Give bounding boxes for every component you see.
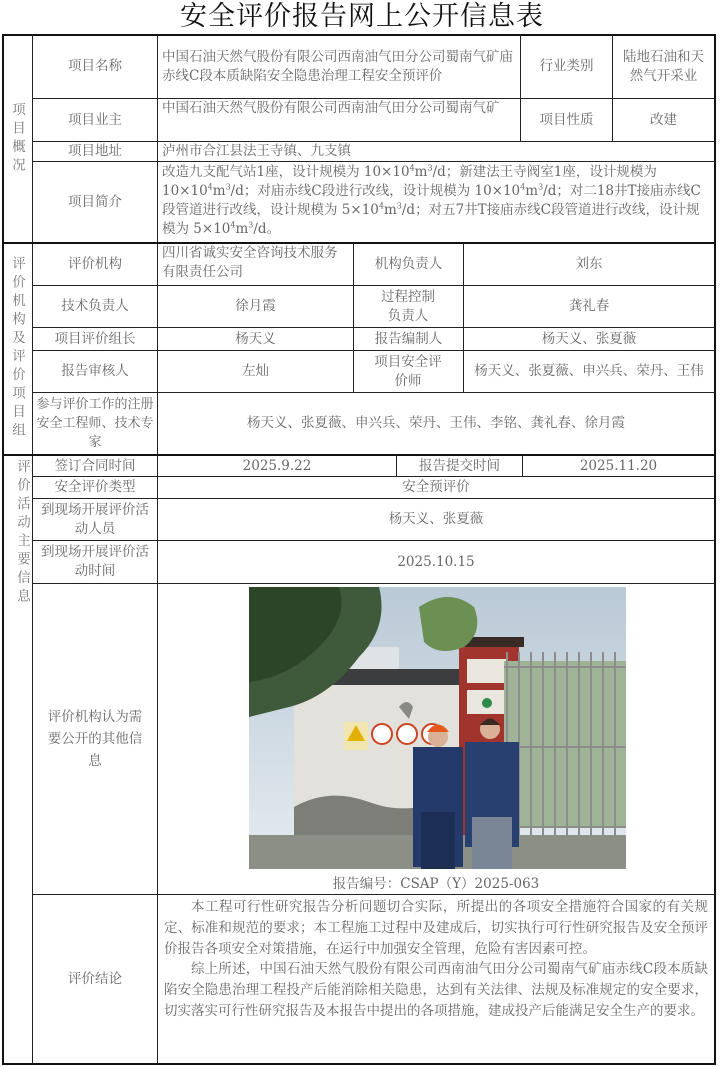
intro-unit-exp: 3 bbox=[427, 163, 433, 173]
agency-value: 四川省诚实安全咨询技术服务有限责任公司 bbox=[162, 245, 338, 280]
intro-text: /d；对五7井T接庙赤线C段管道进行改线，设计规模为 5×10 bbox=[162, 202, 700, 237]
intro-unit: m bbox=[235, 221, 249, 237]
intro-unit: m bbox=[525, 183, 539, 199]
page-title: 安全评价报告网上公开信息表 bbox=[180, 1, 544, 32]
reviewer-label: 报告审核人 bbox=[61, 363, 129, 379]
intro-unit: m bbox=[414, 164, 428, 180]
team-lead-label: 项目评价组长 bbox=[54, 330, 136, 347]
report-number-caption: 报告编号：CSAP（Y）2025-063 bbox=[332, 875, 540, 892]
submit-date-value: 2025.11.20 bbox=[579, 457, 658, 474]
eval-type-value: 安全预评价 bbox=[402, 479, 470, 495]
intro-text: /d；对庙赤线C段进行改线，设计规模为 10×10 bbox=[230, 183, 521, 199]
site-staff-label: 到现场开展评价活动人员 bbox=[41, 501, 149, 537]
process-head-value: 龚礼春 bbox=[568, 298, 610, 314]
experts-value: 杨天义、张夏薇、申兴兵、荣丹、王伟、李铭、龚礼春、徐月霞 bbox=[247, 415, 625, 431]
conclusion-value bbox=[158, 895, 714, 1063]
evaluators-label: 项目安全评价师 bbox=[374, 353, 442, 389]
agency-head-value: 刘东 bbox=[575, 256, 603, 272]
intro-exp: 4 bbox=[207, 182, 213, 192]
conclusion-paragraph-1: 本工程可行性研究报告分析问题切合实际，所提出的各项安全措施符合国家的有关规定、标准和规范的要求；本工程施工过程中及建成后，切实执行可行性研究报告及安全预评价报告各项安全对策措施，在运行中加强安全管理，危险有害因素可控。 bbox=[164, 899, 708, 957]
intro-text: 改造九支配气站1座，设计规模为 10×10 bbox=[162, 164, 410, 180]
other-info-label: 评价机构认为需要公开的其他信息 bbox=[47, 709, 143, 769]
site-date-value: 2025.10.15 bbox=[397, 553, 475, 570]
team-lead-value: 杨天义 bbox=[235, 330, 276, 347]
report-author-value: 杨天义、张夏薇 bbox=[541, 330, 637, 347]
section-org: 评价机构及评价项目组 bbox=[9, 256, 25, 441]
nature-label: 项目性质 bbox=[539, 111, 594, 128]
submit-date-label: 报告提交时间 bbox=[419, 457, 500, 474]
industry-label: 行业类别 bbox=[539, 58, 594, 74]
intro-unit: m bbox=[383, 202, 397, 218]
contract-date-value: 2025.9.22 bbox=[242, 457, 312, 474]
nature-value: 改建 bbox=[650, 111, 677, 128]
contract-date-label: 签订合同时间 bbox=[54, 457, 136, 474]
address-value: 泸州市合江县法王寺镇、九支镇 bbox=[162, 143, 351, 159]
process-head-label: 过程控制负责人 bbox=[381, 288, 435, 324]
section-activity: 评价活动主要信息 bbox=[14, 459, 30, 607]
intro-label: 项目简介 bbox=[68, 193, 122, 210]
site-date-label: 到现场开展评价活动时间 bbox=[41, 544, 149, 579]
intro-unit-exp: 3 bbox=[396, 201, 402, 211]
intro-text: /d。 bbox=[253, 221, 281, 237]
intro-unit-exp: 3 bbox=[248, 220, 254, 230]
experts-label: 参与评价工作的注册安全工程师、技术专家 bbox=[36, 397, 154, 450]
conclusion-label: 评价结论 bbox=[68, 970, 122, 987]
site-photo-illustration bbox=[249, 587, 626, 869]
tech-head-label: 技术负责人 bbox=[61, 298, 129, 314]
tech-head-value: 徐月霞 bbox=[235, 298, 276, 314]
agency-head-label: 机构负责人 bbox=[374, 256, 443, 272]
intro-unit-exp: 3 bbox=[225, 182, 231, 192]
project-name-label: 项目名称 bbox=[68, 58, 122, 74]
eval-type-label: 安全评价类型 bbox=[54, 479, 136, 495]
intro-unit: m bbox=[212, 183, 226, 199]
project-name-value: 中国石油天然气股份有限公司西南油气田分公司蜀南气矿庙赤线C段本质缺陷安全隐患治理工程安全预评价 bbox=[162, 48, 513, 84]
table-bottom-border bbox=[2, 1063, 716, 1065]
intro-text: /d；对二18井T接庙赤线C段管道进行改线，设计规模为 5×10 bbox=[162, 183, 701, 218]
intro-exp: 4 bbox=[520, 182, 526, 192]
reviewer-value: 左灿 bbox=[242, 363, 269, 379]
address-label: 项目地址 bbox=[68, 143, 122, 159]
conclusion-paragraph-2: 综上所述，中国石油天然气股份有限公司西南油气田分公司蜀南气矿庙赤线C段本质缺陷安全隐患治理工程投产后能消除相关隐患，达到有关法律、法规及标准规定的安全要求，切实落实可行性研究报告及本报告中提出的各项措施，建成投产后能满足安全生产的要求。 bbox=[164, 961, 708, 1019]
intro-exp: 4 bbox=[409, 163, 415, 173]
intro-exp: 4 bbox=[378, 201, 384, 211]
site-staff-value: 杨天义、张夏薇 bbox=[388, 511, 484, 527]
table-right-border bbox=[714, 34, 716, 1065]
owner-value: 中国石油天然气股份有限公司西南油气田分公司蜀南气矿 bbox=[162, 100, 500, 116]
owner-label: 项目业主 bbox=[68, 111, 122, 128]
intro-value bbox=[158, 162, 714, 242]
industry-value: 陆地石油和天然气开采业 bbox=[623, 48, 704, 84]
intro-unit-exp: 3 bbox=[538, 182, 544, 192]
agency-label: 评价机构 bbox=[68, 256, 122, 272]
report-author-label: 报告编制人 bbox=[374, 330, 443, 347]
section-overview: 项目概况 bbox=[9, 101, 25, 176]
site-photo bbox=[249, 587, 626, 869]
intro-text: /d；新建法王寺阀室1座，设计规模为 10×10 bbox=[162, 164, 657, 199]
evaluators-value: 杨天义、张夏薇、申兴兵、荣丹、王伟 bbox=[474, 363, 704, 379]
intro-exp: 4 bbox=[230, 220, 236, 230]
